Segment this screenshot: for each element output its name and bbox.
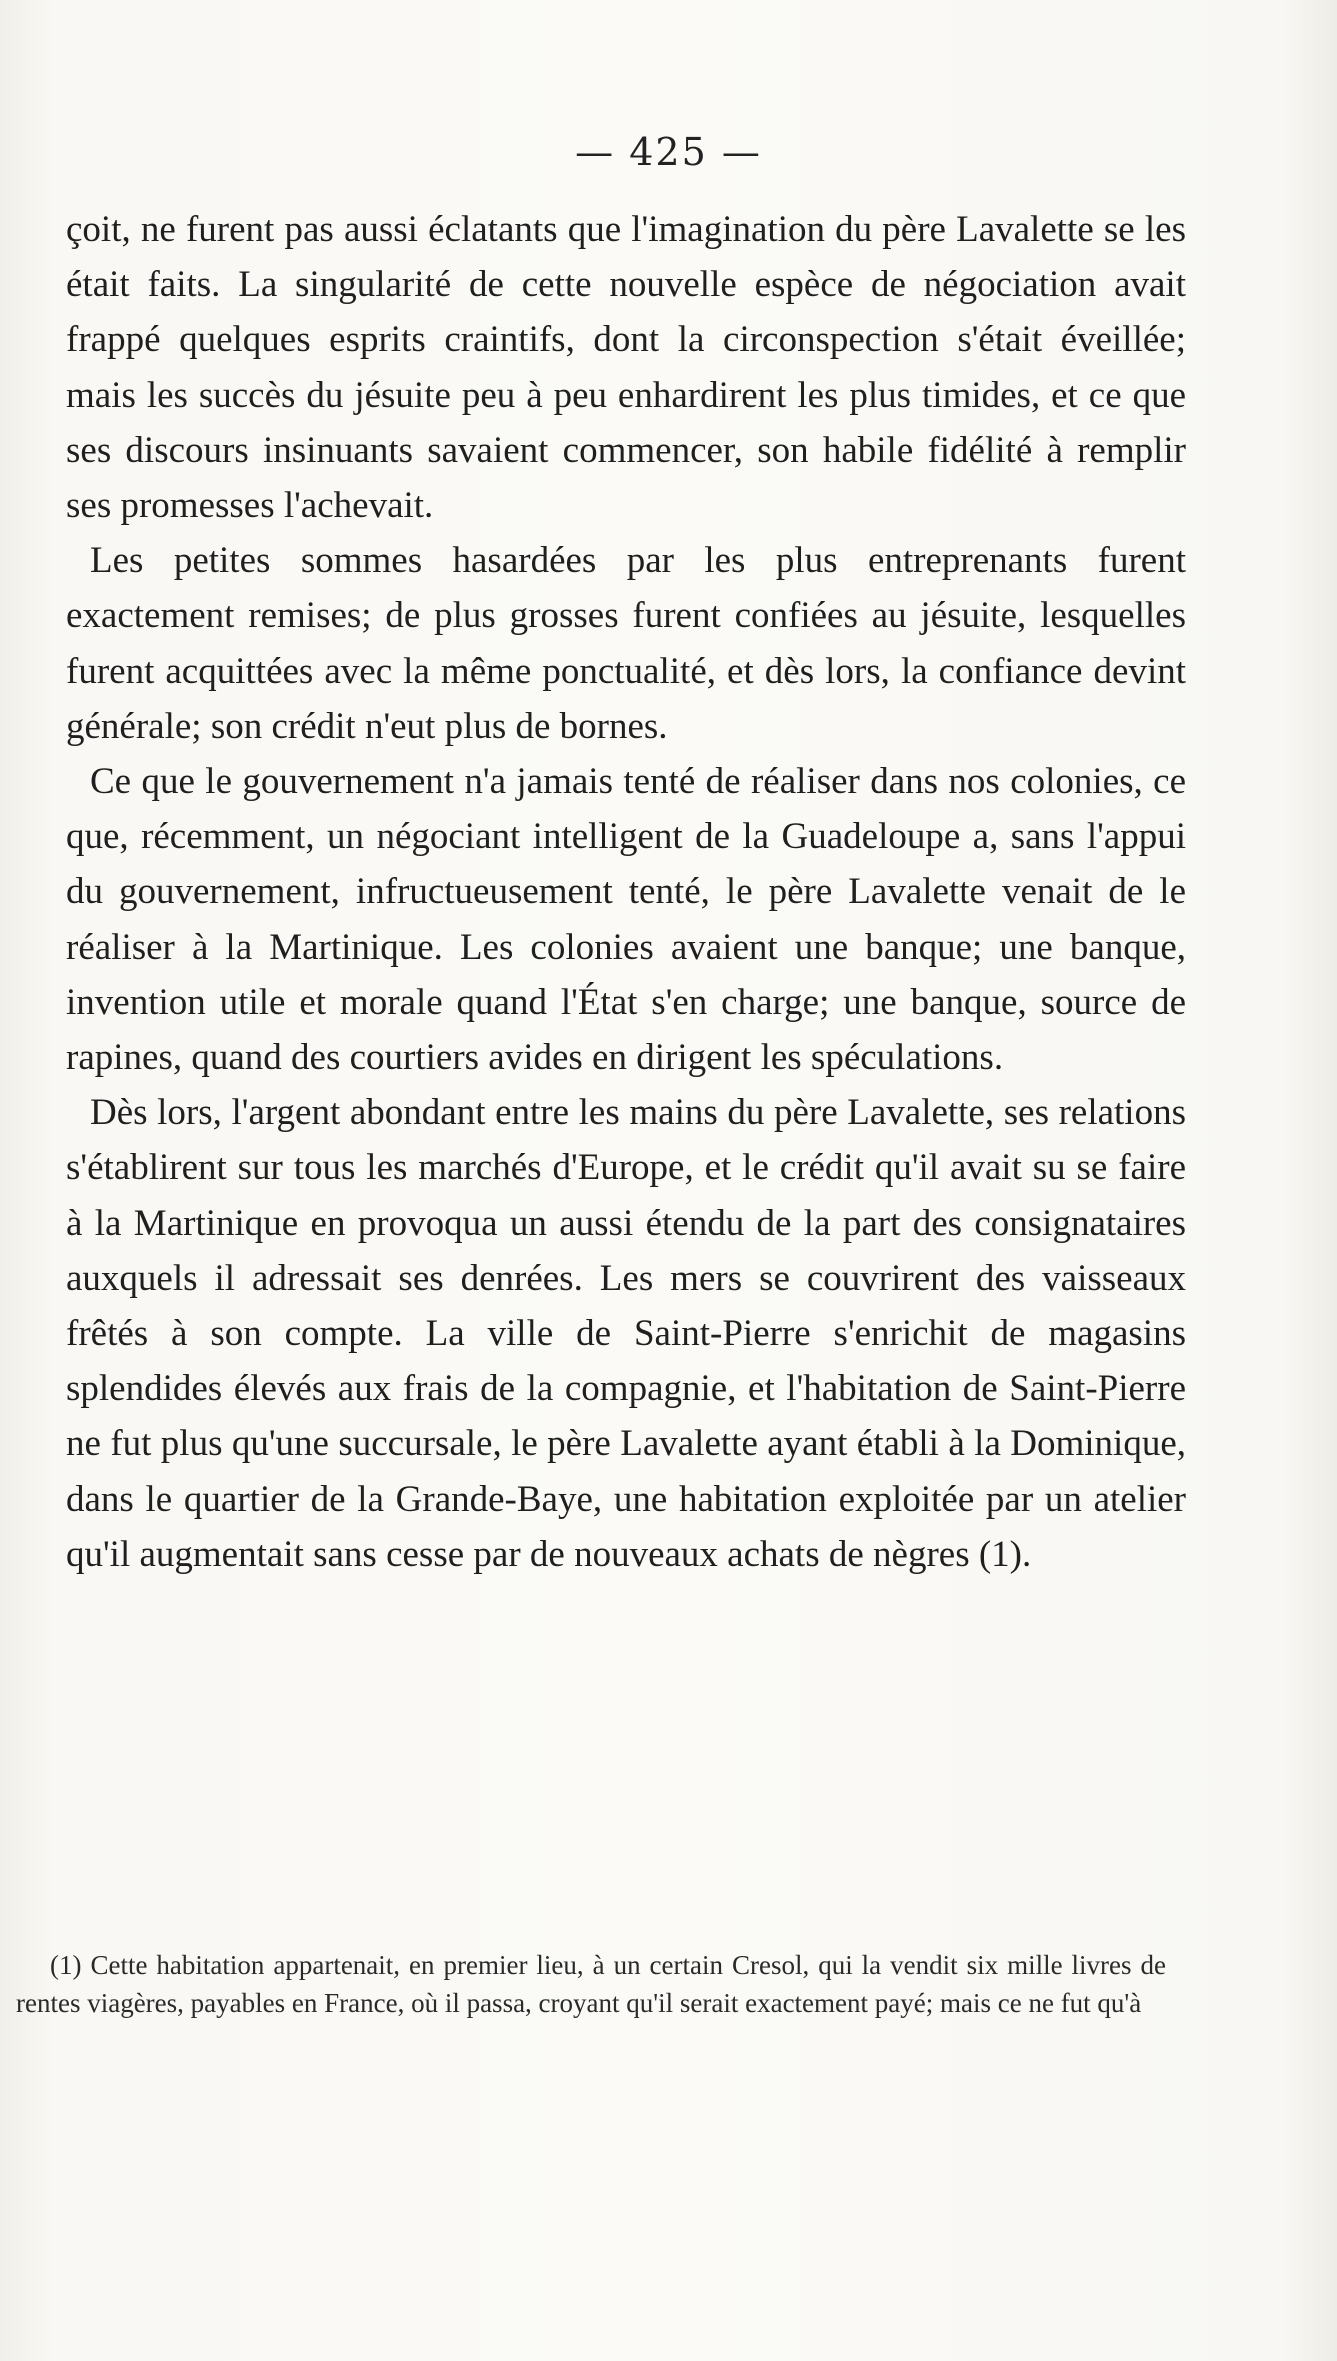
footnote — [16, 1946, 1166, 2022]
body-text — [66, 202, 1186, 1582]
paragraph: Les petites sommes hasardées par les plus entreprenants furent exactement remises; de plus grosses furent confiées au jésuite, lesquelles furent acquittées avec la même ponctualité, et dès lors, la confiance devint générale; son crédit n'eut plus de bornes. — [66, 540, 1186, 747]
page-number: — 425 — — [575, 130, 762, 174]
paragraph: Dès lors, l'argent abondant entre les mains du père Lavalette, ses relations s'établirent sur tous les marchés d'Europe, et le crédit qu'il avait su se faire à la Martinique en provoqua un aussi étendu de la part des consignataires auxquels il adressait ses denrées. Les mers se couvrirent des vaisseaux frêtés à son compte. La ville de Saint-Pierre s'enrichit de magasins splendides élevés aux frais de la compagnie, et l'habitation de Saint-Pierre ne fut plus qu'une succursale, le père Lavalette ayant établi à la Dominique, dans le quartier de la Grande-Baye, une habitation exploitée par un atelier qu'il augmentait sans cesse par de nouveaux achats de nègres (1). — [66, 1092, 1186, 1575]
paragraph-continuation: çoit, ne furent pas aussi éclatants que l'imagination du père Lavalette se les était faits. La singularité de cette nouvelle espèce de négociation avait frappé quelques esprits craintifs, dont la circonspection s'était éveillée; mais les succès du jésuite peu à peu enhardirent les plus timides, et ce que ses discours insinuants savaient commencer, son habile fidélité à remplir ses promesses l'achevait. — [66, 209, 1186, 527]
paragraph: Ce que le gouvernement n'a jamais tenté de réaliser dans nos colonies, ce que, récemment, un négociant intelligent de la Guadeloupe a, sans l'appui du gouvernement, infructueusement tenté, le père Lavalette venait de le réaliser à la Martinique. Les colonies avaient une banque; une banque, invention utile et morale quand l'État s'en charge; une banque, source de rapines, quand des courtiers avides en dirigent les spéculations. — [66, 761, 1186, 1079]
footnote-text: (1) Cette habitation appartenait, en premier lieu, à un certain Cresol, qui la vendit six mille livres de rentes viagères, payables en France, où il passa, croyant qu'il serait exactement payé; mais ce ne fut qu'à — [16, 1950, 1166, 2018]
